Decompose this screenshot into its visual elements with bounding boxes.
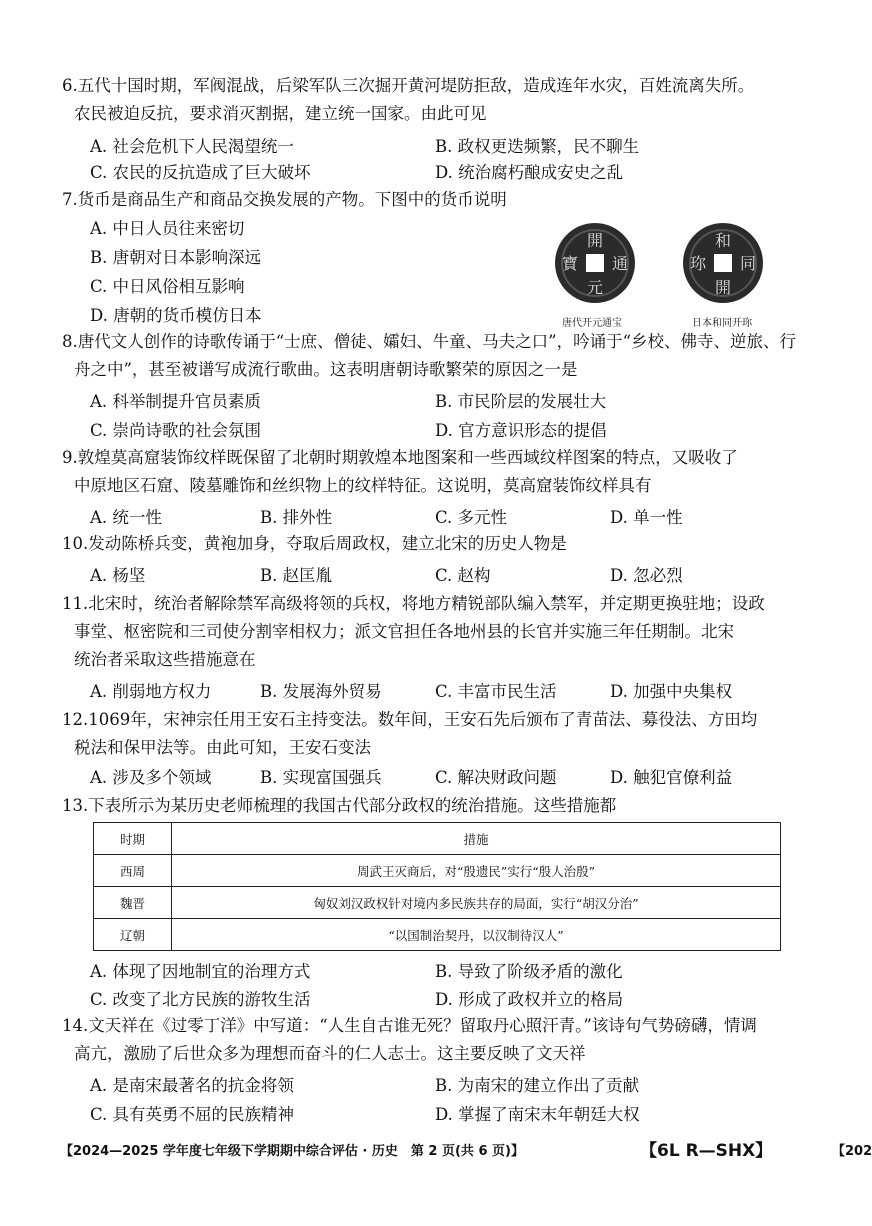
- q10-option-b: B. 赵匡胤: [260, 566, 333, 585]
- q11-option-b: B. 发展海外贸易: [260, 682, 382, 701]
- coin2-char-left: 珎: [689, 254, 707, 273]
- q13-stem: 13.下表所示为某历史老师梳理的我国古代部分政权的统治措施。这些措施都: [62, 796, 617, 815]
- q10-option-d: D. 忽必烈: [610, 566, 683, 585]
- coin-figure: [540, 218, 780, 333]
- q10-option-a: A. 杨坚: [90, 566, 146, 585]
- q14-option-d: D. 掌握了南宋末年朝廷大权: [435, 1105, 640, 1124]
- table-cell-period: 魏晋: [94, 887, 172, 919]
- q8-option-a: A. 科举制提升官员素质: [90, 392, 261, 411]
- q9-stem-line2: 中原地区石窟、陵墓雕饰和丝织物上的纹样特征。这说明，莫高窟装饰纹样具有: [74, 476, 652, 495]
- q13-option-a: A. 体现了因地制宜的治理方式: [90, 962, 311, 981]
- q12-stem-line1: 12.1069年，宋神宗任用王安石主持变法。数年间，王安石先后颁布了青苗法、募役法、方田均: [62, 710, 758, 729]
- table-cell-measure: 匈奴刘汉政权针对境内多民族共存的局面，实行“胡汉分治”: [172, 887, 781, 919]
- q13-option-d: D. 形成了政权并立的格局: [435, 990, 624, 1009]
- measures-table: [93, 822, 781, 951]
- q9-option-d: D. 单一性: [610, 508, 683, 527]
- table-header-row: [94, 823, 781, 855]
- q11-stem-line2: 事堂、枢密院和三司使分割宰相权力；派文官担任各地州县的长官并实施三年任期制。北宋: [74, 622, 734, 641]
- q12-option-d: D. 触犯官僚利益: [610, 768, 733, 787]
- q13-option-b: B. 导致了阶级矛盾的激化: [435, 962, 623, 981]
- coin2-char-top: 和: [714, 231, 732, 250]
- table-cell-measure: 周武王灭商后，对“殷遗民”实行“殷人治殷”: [172, 855, 781, 887]
- q8-stem-line2: 舟之中”，甚至被谱写成流行歌曲。这表明唐朝诗歌繁荣的原因之一是: [74, 360, 578, 379]
- q9-option-a: A. 统一性: [90, 508, 162, 527]
- coin1-char-top: 開: [586, 231, 604, 250]
- table-cell-period: 西周: [94, 855, 172, 887]
- q12-stem-line2: 税法和保甲法等。由此可知，王安石变法: [74, 738, 371, 757]
- q8-option-c: C. 崇尚诗歌的社会氛围: [90, 421, 262, 440]
- q13-option-c: C. 改变了北方民族的游牧生活: [90, 990, 311, 1009]
- kaiyuan-coin-hole: [586, 254, 604, 272]
- coin1-char-left: 寶: [561, 254, 579, 273]
- q7-stem: 7.货币是商品生产和商品交换发展的产物。下图中的货币说明: [62, 190, 507, 209]
- q11-option-a: A. 削弱地方权力: [90, 682, 212, 701]
- q8-option-d: D. 官方意识形态的提倡: [435, 421, 607, 440]
- q8-option-b: B. 市民阶层的发展壮大: [435, 392, 607, 411]
- wadokaichin-coin-hole: [714, 254, 732, 272]
- page-footer: 【2024—2025 学年度七年级下学期期中综合评估 · 历史 第 2 页(共 6 页)】: [60, 1144, 524, 1159]
- q6-stem-line1: 6.五代十国时期，军阀混战，后梁军队三次掘开黄河堤防拒敌，造成连年水灾，百姓流离失所。: [62, 76, 755, 95]
- q12-option-a: A. 涉及多个领域: [90, 768, 212, 787]
- q10-option-c: C. 赵构: [435, 566, 491, 585]
- coin2-char-bottom: 開: [714, 278, 732, 297]
- paper-code: 【6L R—SHX】: [640, 1141, 773, 1161]
- q14-option-b: B. 为南宋的建立作出了贡献: [435, 1076, 640, 1095]
- q11-option-d: D. 加强中央集权: [610, 682, 733, 701]
- q10-stem: 10.发动陈桥兵变，黄袍加身，夺取后周政权，建立北宋的历史人物是: [62, 534, 567, 553]
- question-12: [62, 706, 757, 762]
- table-row: [94, 855, 781, 887]
- question-9: [62, 444, 738, 500]
- coins-illustration: [540, 218, 780, 313]
- coin1-char-bottom: 元: [586, 278, 604, 297]
- question-8: [62, 328, 796, 384]
- footer-tail: 【202: [832, 1144, 872, 1159]
- q11-stem-line1: 11.北宋时，统治者解除禁军高级将领的兵权，将地方精锐部队编入禁军，并定期更换驻地；设政: [62, 594, 765, 613]
- coin1-caption: 唐代开元通宝: [562, 318, 622, 329]
- q9-option-c: C. 多元性: [435, 508, 508, 527]
- question-14: [62, 1012, 757, 1068]
- q12-option-b: B. 实现富国强兵: [260, 768, 382, 787]
- coin2-caption: 日本和同开珎: [692, 318, 752, 329]
- q7-option-b: B. 唐朝对日本影响深远: [90, 248, 262, 267]
- q12-option-c: C. 解决财政问题: [435, 768, 557, 787]
- question-11: [62, 590, 765, 674]
- q7-option-c: C. 中日风俗相互影响: [90, 277, 245, 296]
- q11-option-c: C. 丰富市民生活: [435, 682, 557, 701]
- q14-option-a: A. 是南宋最著名的抗金将领: [90, 1076, 294, 1095]
- table-cell-period: 辽朝: [94, 919, 172, 951]
- q6-option-c: C. 农民的反抗造成了巨大破坏: [90, 163, 311, 182]
- table-cell-measure: “以国制治契丹，以汉制待汉人”: [172, 919, 781, 951]
- q14-stem-line2: 高亢，激励了后世众多为理想而奋斗的仁人志士。这主要反映了文天祥: [74, 1044, 586, 1063]
- q6-option-d: D. 统治腐朽酿成安史之乱: [435, 163, 624, 182]
- q7-option-a: A. 中日人员往来密切: [90, 219, 245, 238]
- q11-stem-line3: 统治者采取这些措施意在: [74, 650, 256, 669]
- q9-stem-line1: 9.敦煌莫高窟装饰纹样既保留了北朝时期敦煌本地图案和一些西域纹样图案的特点，又吸收了: [62, 448, 738, 467]
- q6-stem-line2: 农民被迫反抗，要求消灭割据，建立统一国家。由此可见: [74, 104, 487, 123]
- q6-option-a: A. 社会危机下人民渴望统一: [90, 137, 294, 156]
- table-header-measures: 措施: [172, 823, 781, 855]
- table-row: [94, 887, 781, 919]
- table-header-period: 时期: [94, 823, 172, 855]
- q8-stem-line1: 8.唐代文人创作的诗歌传诵于“士庶、僧徒、孀妇、牛童、马夫之口”，吟诵于“乡校、佛寺、逆旅、行: [62, 332, 797, 351]
- q7-option-d: D. 唐朝的货币模仿日本: [90, 306, 262, 325]
- coin2-char-right: 同: [739, 254, 757, 273]
- q14-option-c: C. 具有英勇不屈的民族精神: [90, 1105, 295, 1124]
- q6-option-b: B. 政权更迭频繁，民不聊生: [435, 137, 640, 156]
- table-row: [94, 919, 781, 951]
- question-6: [62, 72, 754, 128]
- q9-option-b: B. 排外性: [260, 508, 333, 527]
- q14-stem-line1: 14.文天祥在《过零丁洋》中写道：“人生自古谁无死？留取丹心照汗青。”该诗句气势磅礴，情调: [62, 1016, 757, 1035]
- coin1-char-right: 通: [611, 254, 629, 273]
